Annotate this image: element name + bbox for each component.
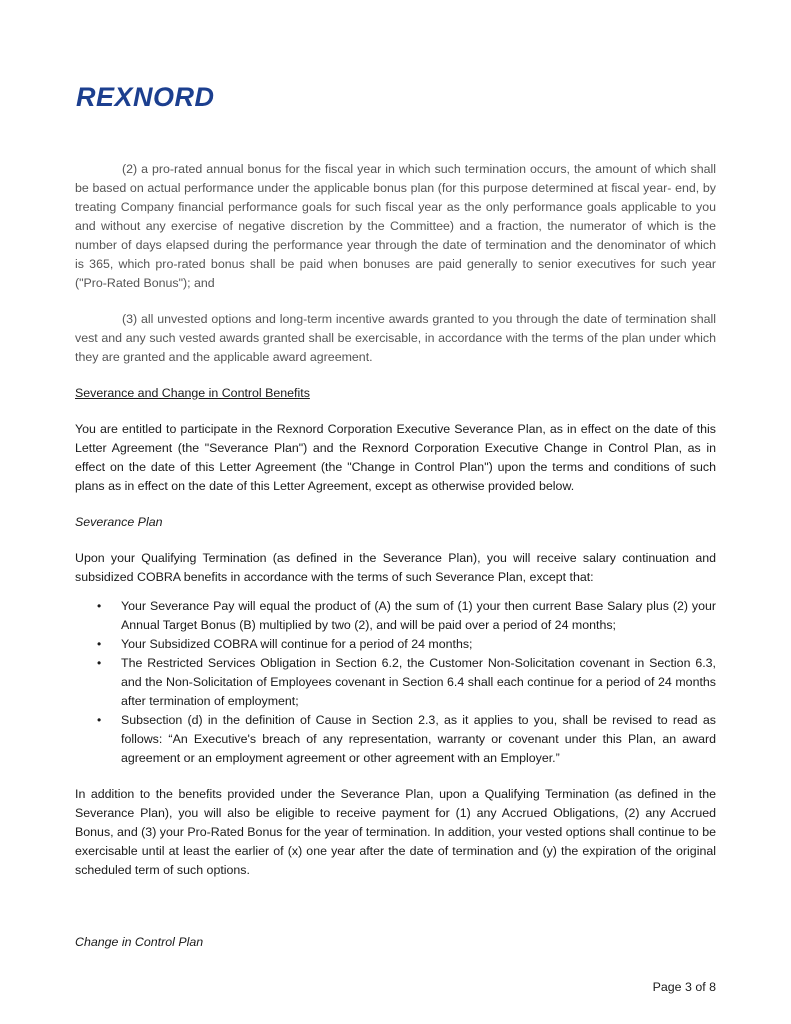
paragraph-additional-benefits: In addition to the benefits provided under the Severance Plan, upon a Qualifying Termination (as defined in the Severance Plan), you will also be eligible to receive payment for (1) any Accrued Obligations, (2) any Accrued Bonus, and (3) your Pro-Rated Bonus for the year of termination. In addition, your vested options shall continue to be exercisable until at least the earlier of (x) one year after the date of termination and (y) the expiration of the original scheduled term of such options. <box>75 787 716 877</box>
paragraph-entitled: You are entitled to participate in the Rexnord Corporation Executive Severance Plan, as in effect on the date of this Letter Agreement (the "Severance Plan") and the Rexnord Corporation Executive Change in Control Plan, as in effect on the date of this Letter Agreement (the "Change in Control Plan") upon the terms and conditions of such plans as in effect on the date of this Letter Agreement, except as otherwise provided below. <box>75 422 716 493</box>
bullet-icon: • <box>97 637 102 651</box>
document-body <box>75 160 716 880</box>
subheading-severance-plan: Severance Plan <box>75 515 163 529</box>
paragraph-qualifying-termination: Upon your Qualifying Termination (as defined in the Severance Plan), you will receive salary continuation and subsidized COBRA benefits in accordance with the terms of such Severance Plan, except that: <box>75 551 716 584</box>
paragraph-prorated-bonus: (2) a pro-rated annual bonus for the fiscal year in which such termination occurs, the amount of which shall be based on actual performance under the applicable bonus plan (for this purpose determined at fiscal year- end, by treating Company financial performance goals for such fiscal year as the only performance goals applicable to you and without any exercise of negative discretion by the Committee) and a fraction, the numerator of which is the number of days elapsed during the performance year through the date of termination and the denominator of which is 365, which pro-rated bonus shall be paid when bonuses are paid generally to senior executives for such year ("Pro-Rated Bonus"); and <box>75 162 716 290</box>
list-item-text: Your Subsidized COBRA will continue for a period of 24 months; <box>121 637 473 651</box>
list-item <box>97 597 716 635</box>
section-heading-severance-cic: Severance and Change in Control Benefits <box>75 386 310 400</box>
paragraph-unvested-options: (3) all unvested options and long-term incentive awards granted to you through the date of termination shall vest and any such vested awards granted shall be exercisable, in accordance with the terms of the plan under which they are granted and the applicable award agreement. <box>75 312 716 364</box>
severance-terms-list <box>75 597 716 768</box>
rexnord-logo: REXNORD <box>76 82 215 112</box>
bullet-icon: • <box>97 713 102 727</box>
page-number: Page 3 of 8 <box>652 980 716 994</box>
bullet-icon: • <box>97 599 102 613</box>
list-item-text: The Restricted Services Obligation in Section 6.2, the Customer Non-Solicitation covenant in Section 6.3, and the Non-Solicitation of Employees covenant in Section 6.4 shall each continue for a period of 24 months after termination of employment; <box>121 656 716 708</box>
list-item-text: Your Severance Pay will equal the product of (A) the sum of (1) your then current Base Salary plus (2) your Annual Target Bonus (B) multiplied by two (2), and will be paid over a period of 24 months; <box>121 599 716 632</box>
subheading-change-in-control-plan: Change in Control Plan <box>75 935 204 949</box>
list-item <box>97 654 716 711</box>
bullet-icon: • <box>97 656 102 670</box>
list-item <box>97 711 716 768</box>
list-item-text: Subsection (d) in the definition of Cause in Section 2.3, as it applies to you, shall be revised to read as follows: “An Executive's breach of any representation, warranty or covenant under this Plan, an award agreement or an employment agreement or other agreement with an Employer.” <box>121 713 716 765</box>
list-item <box>97 635 716 654</box>
